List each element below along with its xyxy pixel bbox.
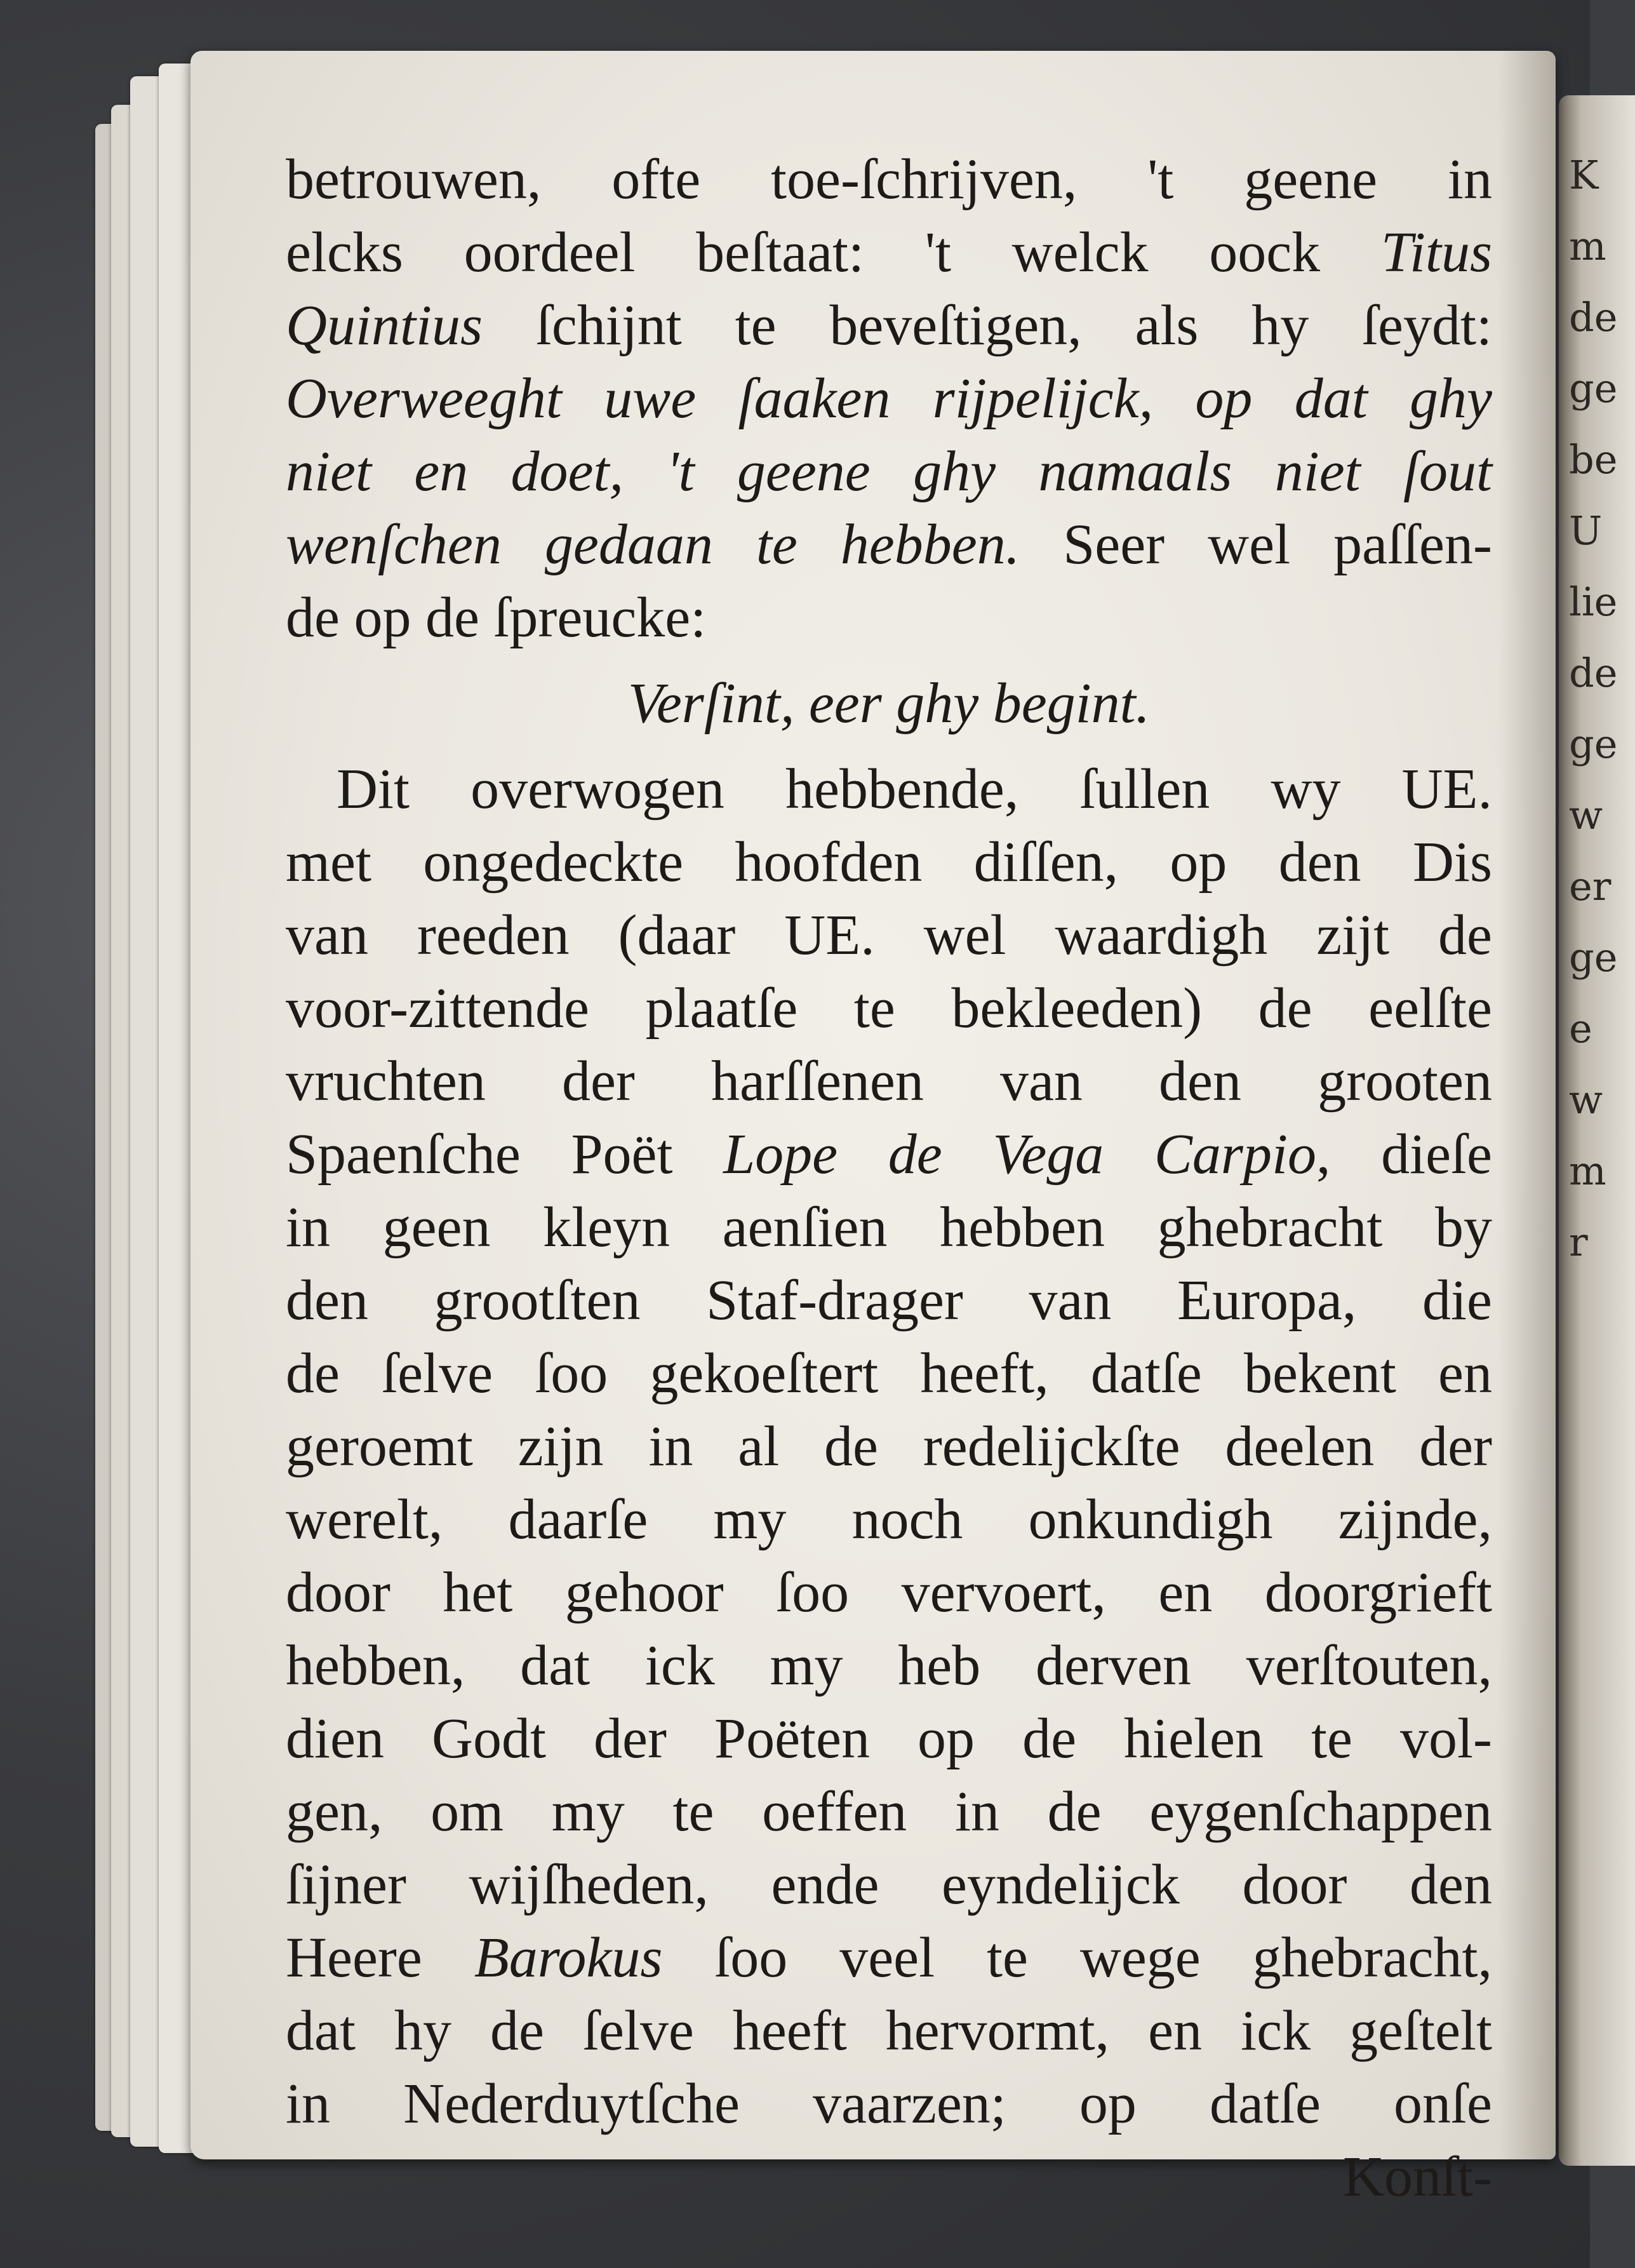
text-line: gen, om my te oeffen in de eygenſchappen <box>286 1780 1492 1843</box>
text-line: dien Godt der Poëten op de hielen te vol- <box>286 1707 1492 1770</box>
text-line: met ongedeckte hoofden diſſen, op den Dis <box>286 831 1492 894</box>
text-line: Quintius ſchijnt te beveſtigen, als hy ſeydt: <box>286 294 1492 357</box>
gutter-shadow <box>1498 51 1556 2159</box>
facing-page-letter: er <box>1569 863 1612 909</box>
text-line: ſijner wijſheden, ende eyndelijck door den <box>286 1853 1492 1916</box>
text-line: Spaenſche Poët Lope de Vega Carpio, dieſe <box>286 1123 1492 1186</box>
facing-page-letter: m <box>1569 223 1606 269</box>
facing-page-letter: ge <box>1569 934 1618 981</box>
facing-page-letter: m <box>1569 1148 1606 1194</box>
text-line: de op de ſpreucke: <box>286 586 707 649</box>
text-line: werelt, daarſe my noch onkundigh zijnde, <box>286 1488 1492 1551</box>
text-line: in geen kleyn aenſien hebben ghebracht by <box>286 1196 1492 1259</box>
text-line: door het gehoor ſoo vervoert, en doorgrieft <box>286 1561 1492 1624</box>
text-line: van reeden (daar UE. wel waardigh zijt de <box>286 904 1492 967</box>
motto: Verſint, eer ghy begint. <box>627 672 1151 735</box>
text-line: Overweeght uwe ſaaken rijpelijck, op dat ghy <box>286 367 1492 430</box>
facing-page-letter: de <box>1569 650 1618 696</box>
facing-page-letter: w <box>1569 792 1603 838</box>
text-line: elcks oordeel beſtaat: 't welck oock Titus <box>286 221 1492 284</box>
facing-page-letter: U <box>1569 507 1603 554</box>
page-text <box>286 143 1492 2213</box>
text-line: dat hy de ſelve heeft hervormt, en ick geſtelt <box>286 1999 1492 2062</box>
text-line: de ſelve ſoo gekoeſtert heeft, datſe bekent en <box>286 1342 1492 1405</box>
facing-page-letter: r <box>1569 1219 1588 1265</box>
facing-page-letters <box>1569 140 1617 1278</box>
catchword: Konſt- <box>1343 2145 1492 2208</box>
facing-page-letter: ge <box>1569 721 1618 767</box>
text-line: vruchten der harſſenen van den grooten <box>286 1050 1492 1113</box>
facing-page-letter: K <box>1569 152 1599 198</box>
text-line: den grootſten Staf-drager van Europa, die <box>286 1269 1492 1332</box>
text-line: betrouwen, ofte toe-ſchrijven, 't geene in <box>286 148 1492 211</box>
facing-page-letter: de <box>1569 294 1618 340</box>
facing-page-letter: w <box>1569 1077 1603 1123</box>
facing-page-letter: lie <box>1569 579 1618 625</box>
facing-page <box>1559 95 1635 2166</box>
text-line: Dit overwogen hebbende, ſullen wy UE. <box>337 758 1492 821</box>
text-line: voor-zittende plaatſe te bekleeden) de eelſte <box>286 977 1492 1040</box>
text-line: geroemt zijn in al de redelijckſte deelen der <box>286 1415 1492 1478</box>
text-line: wenſchen gedaan te hebben. Seer wel paſſen- <box>286 513 1492 576</box>
facing-page-letter: be <box>1569 436 1618 483</box>
text-line: Heere Barokus ſoo veel te wege ghebracht, <box>286 1926 1492 1989</box>
text-line: in Nederduytſche vaarzen; op datſe onſe <box>286 2072 1492 2135</box>
text-line: niet en doet, 't geene ghy namaals niet ſout <box>286 440 1492 503</box>
facing-page-letter: ge <box>1569 365 1618 412</box>
text-line: hebben, dat ick my heb derven verſtouten, <box>286 1634 1492 1697</box>
facing-page-letter: e <box>1569 1005 1592 1052</box>
